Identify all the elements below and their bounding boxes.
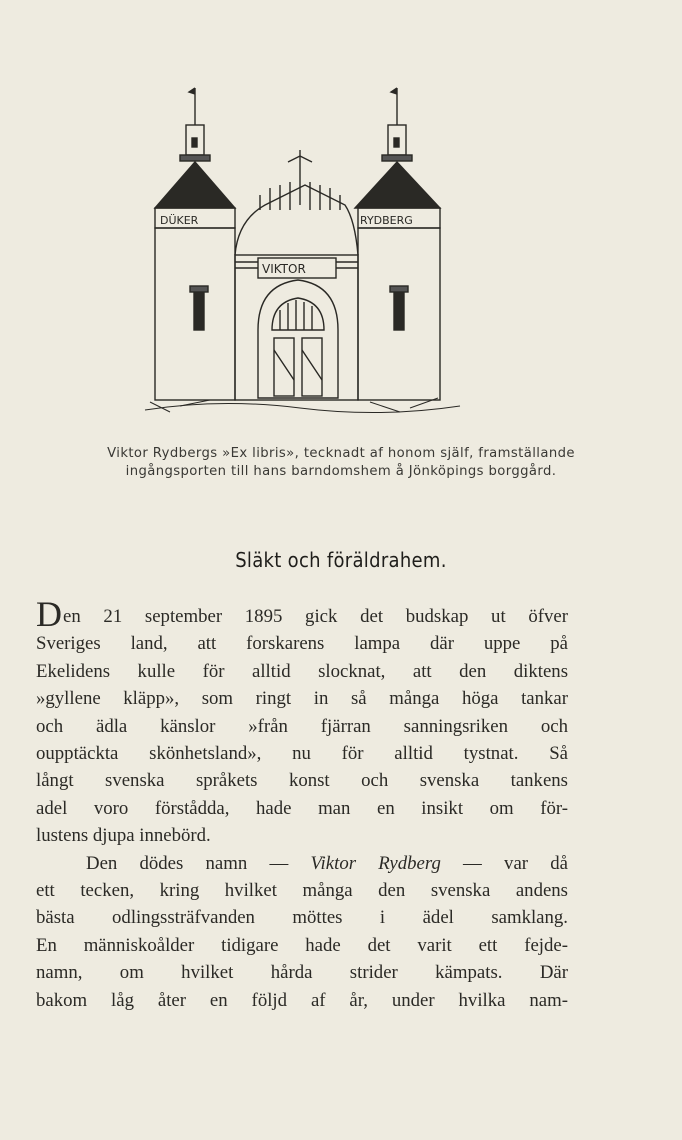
left-tower-sign: DÜKER xyxy=(160,214,199,227)
text-line: bakom låg åter en följd af år, under hvilka nam- xyxy=(36,989,568,1011)
right-tower-sign: RYDBERG xyxy=(360,214,413,227)
ex-libris-illustration xyxy=(140,80,470,430)
text-line: oupptäckta skönhetsland», nu för alltid tystnat. Så xyxy=(36,743,568,765)
drop-cap: D xyxy=(36,594,62,634)
caption-line-2: ingångsporten till hans barndomshem å Jönköpings borggård. xyxy=(125,464,557,479)
text-line: långt svenska språkets konst och svenska tankens xyxy=(36,770,568,792)
text-line: Sveriges land, att forskarens lampa där uppe på xyxy=(36,633,568,655)
chapter-title: Släkt och föräldrahem. xyxy=(235,548,447,572)
illustration-caption xyxy=(40,445,642,481)
body-text xyxy=(36,594,568,1014)
author-name: Viktor Rydberg xyxy=(310,852,441,874)
text-line: och ädla känslor »från fjärran sanningsriken och xyxy=(36,715,568,737)
text-line: adel voro förstådda, hade man en insikt om för- xyxy=(36,797,568,819)
text-line: Ekelidens kulle för alltid slocknat, att den diktens xyxy=(36,660,568,682)
center-gate-sign: VIKTOR xyxy=(262,262,306,276)
text-line: bästa odlingssträfvanden möttes i ädel samklang. xyxy=(36,907,568,929)
text-line: namn, om hvilket hårda strider kämpats. Där xyxy=(36,962,568,984)
text-line: Den 21 september 1895 gick det budskap ut öfver xyxy=(36,594,568,634)
text-line: lustens djupa innebörd. xyxy=(36,825,211,847)
text-line: En människoålder tidigare hade det varit ett fejde- xyxy=(36,934,568,956)
text-line: »gyllene kläpp», som ringt in så många höga tankar xyxy=(36,688,568,710)
text-line: ett tecken, kring hvilket många den svenska andens xyxy=(36,880,568,902)
caption-line-1: Viktor Rydbergs »Ex libris», tecknadt af honom själf, framställande xyxy=(107,446,575,461)
text-line: Den dödes namn — Viktor Rydberg — var då xyxy=(86,852,568,874)
